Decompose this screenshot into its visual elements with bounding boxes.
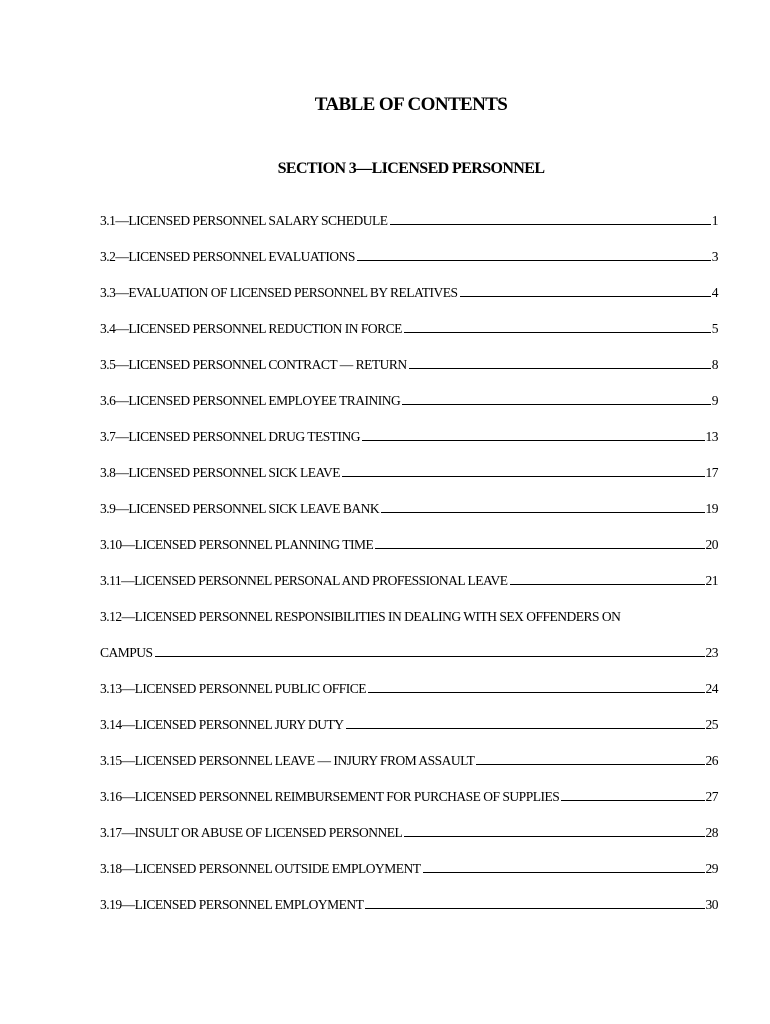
toc-entry-label: 3.3—EVALUATION OF LICENSED PERSONNEL BY RELATIVES — [100, 285, 458, 300]
toc-entry-page-number: 19 — [705, 501, 718, 516]
toc-entry[interactable] — [100, 717, 718, 753]
toc-leader-line — [357, 250, 711, 261]
toc-entry[interactable] — [100, 789, 718, 825]
toc-entry-page-number: 5 — [711, 321, 718, 336]
toc-entry-label: 3.4—LICENSED PERSONNEL REDUCTION IN FORCE — [100, 321, 402, 336]
toc-entry-label: 3.12—LICENSED PERSONNEL RESPONSIBILITIES IN DEALING WITH SEX OFFENDERS ON — [100, 609, 621, 624]
toc-entry[interactable] — [100, 213, 718, 249]
toc-entry-page-number: 3 — [711, 249, 718, 264]
toc-entry-page-number: 27 — [705, 789, 718, 804]
toc-entry-label: 3.17—INSULT OR ABUSE OF LICENSED PERSONNEL — [100, 825, 403, 840]
document-title: TABLE OF CONTENTS — [314, 94, 508, 115]
toc-leader-line — [362, 430, 704, 441]
toc-entry-label: 3.8—LICENSED PERSONNEL SICK LEAVE — [100, 465, 341, 480]
toc-entry-label: 3.6—LICENSED PERSONNEL EMPLOYEE TRAINING — [100, 393, 401, 408]
toc-entry[interactable] — [100, 465, 718, 501]
toc-leader-line — [404, 322, 711, 333]
toc-entry-page-number: 9 — [711, 393, 718, 408]
toc-list — [100, 213, 718, 933]
toc-leader-line — [476, 754, 704, 765]
toc-entry-label: 3.13—LICENSED PERSONNEL PUBLIC OFFICE — [100, 681, 367, 696]
toc-entry-label: 3.18—LICENSED PERSONNEL OUTSIDE EMPLOYMENT — [100, 861, 421, 876]
toc-entry[interactable] — [100, 825, 718, 861]
toc-entry-label: 3.19—LICENSED PERSONNEL EMPLOYMENT — [100, 897, 364, 912]
toc-entry[interactable] — [100, 645, 718, 681]
toc-entry-label: 3.9—LICENSED PERSONNEL SICK LEAVE BANK — [100, 501, 380, 516]
toc-entry-page-number: 23 — [705, 645, 718, 660]
toc-entry[interactable] — [100, 537, 718, 573]
toc-entry-page-number: 30 — [705, 897, 718, 912]
toc-entry[interactable] — [100, 321, 718, 357]
toc-entry-page-number: 26 — [705, 753, 718, 768]
toc-entry-label: 3.5—LICENSED PERSONNEL CONTRACT — RETURN — [100, 357, 407, 372]
toc-entry[interactable] — [100, 573, 718, 609]
toc-leader-line — [390, 214, 711, 225]
toc-leader-line — [375, 538, 704, 549]
toc-entry-page-number: 24 — [705, 681, 718, 696]
toc-entry-label: 3.14—LICENSED PERSONNEL JURY DUTY — [100, 717, 344, 732]
toc-entry-label: 3.16—LICENSED PERSONNEL REIMBURSEMENT FOR PURCHASE OF SUPPLIES — [100, 789, 560, 804]
toc-entry[interactable] — [100, 501, 718, 537]
toc-entry[interactable] — [100, 609, 718, 645]
toc-leader-line — [342, 466, 704, 477]
toc-entry-label: 3.7—LICENSED PERSONNEL DRUG TESTING — [100, 429, 361, 444]
toc-entry-label: 3.10—LICENSED PERSONNEL PLANNING TIME — [100, 537, 374, 552]
toc-entry[interactable] — [100, 429, 718, 465]
toc-leader-line — [368, 682, 704, 693]
toc-entry[interactable] — [100, 249, 718, 285]
toc-entry[interactable] — [100, 753, 718, 789]
toc-entry-label: 3.2—LICENSED PERSONNEL EVALUATIONS — [100, 249, 355, 264]
toc-entry-label: 3.15—LICENSED PERSONNEL LEAVE — INJURY FROM ASSAULT — [100, 753, 475, 768]
toc-leader-line — [404, 826, 704, 837]
toc-entry-page-number: 13 — [705, 429, 718, 444]
toc-entry-label: 3.1—LICENSED PERSONNEL SALARY SCHEDULE — [100, 213, 388, 228]
toc-entry-label: CAMPUS — [100, 645, 153, 660]
toc-entry-page-number: 25 — [705, 717, 718, 732]
section-heading: SECTION 3—LICENSED PERSONNEL — [277, 160, 545, 177]
toc-entry-page-number: 28 — [705, 825, 718, 840]
toc-entry[interactable] — [100, 357, 718, 393]
toc-leader-line — [346, 718, 705, 729]
toc-leader-line — [155, 646, 705, 657]
toc-entry[interactable] — [100, 285, 718, 321]
toc-leader-line — [423, 862, 705, 873]
toc-entry[interactable] — [100, 681, 718, 717]
toc-entry-page-number: 17 — [705, 465, 718, 480]
toc-leader-line — [365, 898, 704, 909]
toc-leader-line — [460, 286, 711, 297]
toc-entry-page-number: 20 — [705, 537, 718, 552]
toc-entry[interactable] — [100, 861, 718, 897]
toc-entry[interactable] — [100, 897, 718, 933]
toc-entry-page-number: 4 — [711, 285, 718, 300]
toc-entry-page-number: 29 — [705, 861, 718, 876]
toc-leader-line — [409, 358, 711, 369]
toc-entry-page-number: 8 — [711, 357, 718, 372]
toc-entry-page-number: 1 — [711, 213, 718, 228]
toc-entry-label: 3.11—LICENSED PERSONNEL PERSONAL AND PROFESSIONAL LEAVE — [100, 573, 508, 588]
toc-entry-page-number: 21 — [705, 573, 718, 588]
toc-leader-line — [510, 574, 705, 585]
toc-leader-line — [561, 790, 704, 801]
toc-entry[interactable] — [100, 393, 718, 429]
toc-leader-line — [381, 502, 704, 513]
toc-leader-line — [402, 394, 711, 405]
